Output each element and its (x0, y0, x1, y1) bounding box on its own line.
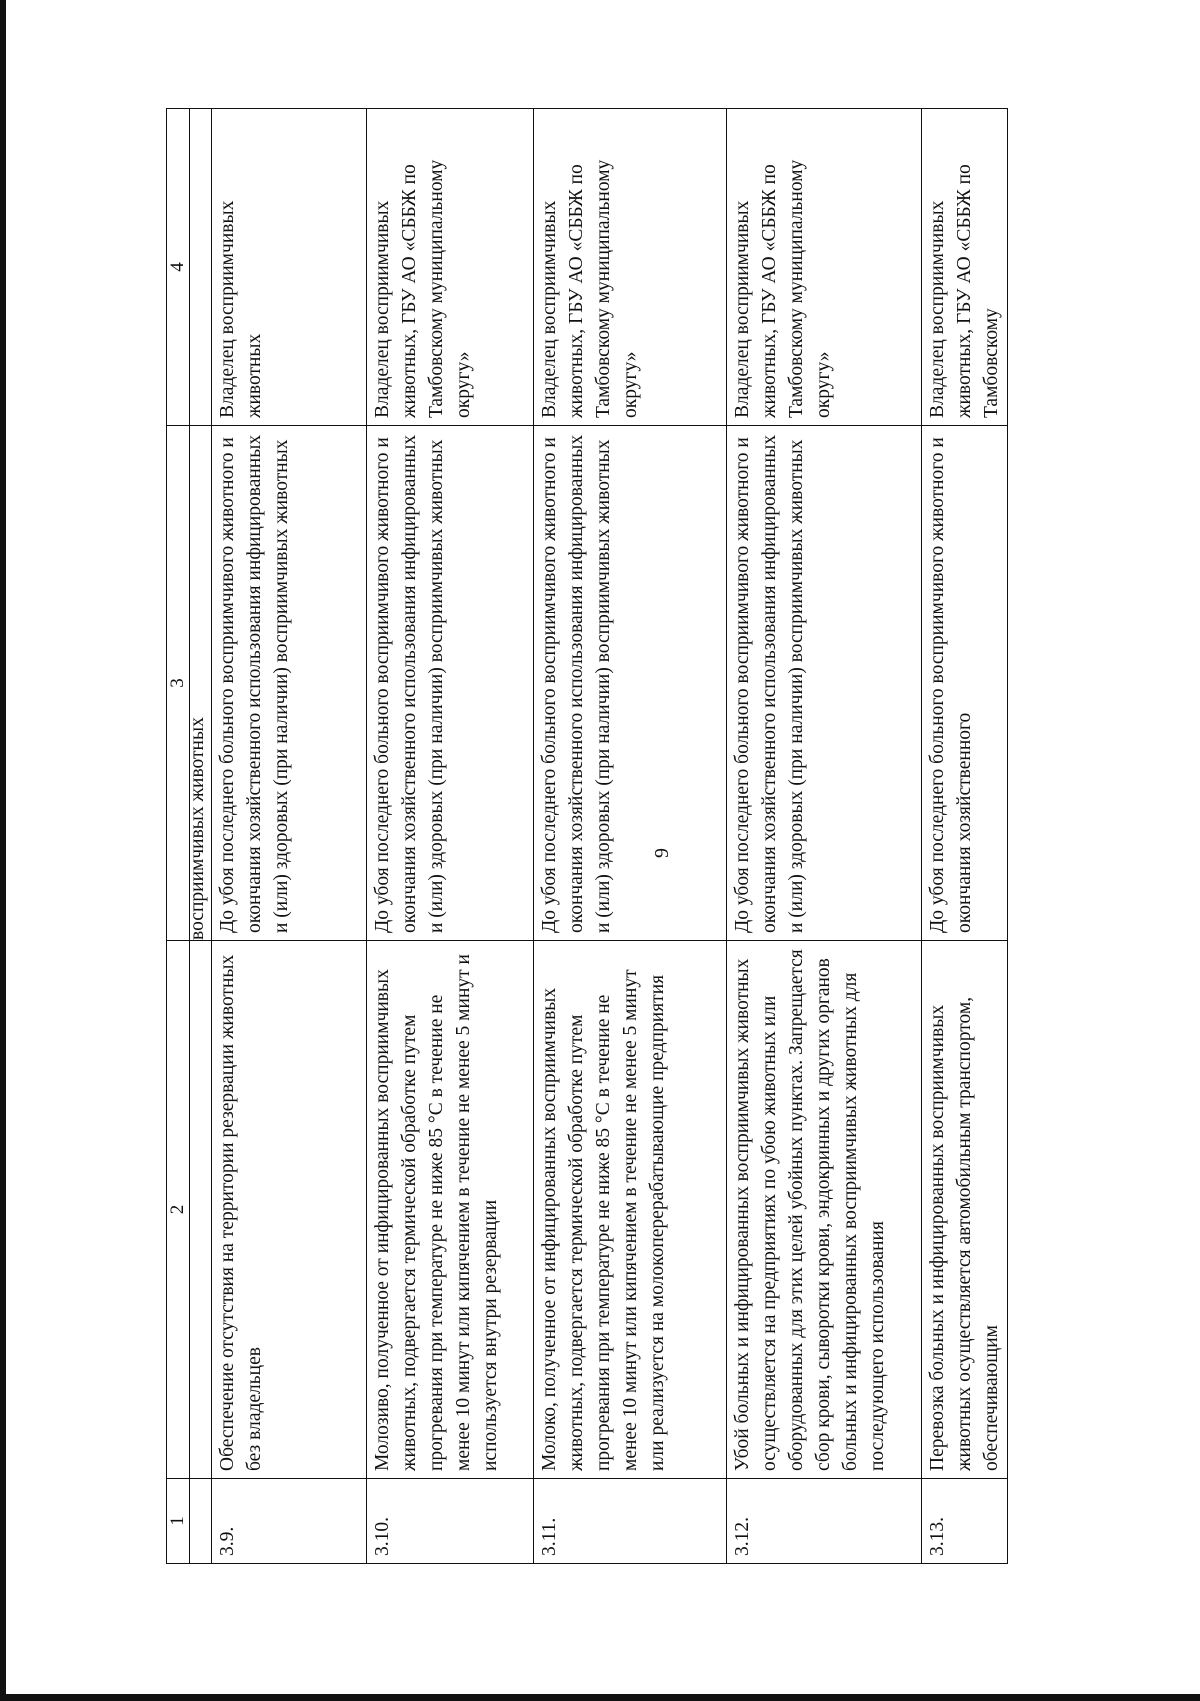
measure-cell: Молоко, полученное от инфицированных восприимчивых животных, подвергается термической обработке путем прогревания при температуре не ниже 85 °C в течение не менее 10 минут или кипячением в течение не менее 5 минут или реализуется на молокоперерабатывающие предприятия (534, 941, 727, 1479)
table-row (922, 109, 1008, 1564)
row-number: 3.13. (922, 1479, 1008, 1564)
row-number: 3.11. (534, 1479, 727, 1564)
column-header: 4 (167, 109, 190, 426)
page-number: 9 (651, 848, 673, 858)
carryover-text: восприимчивых животных (190, 426, 212, 941)
responsible-cell: Владелец восприимчивых животных, ГБУ АО «СББЖ по Тамбовскому (922, 109, 1008, 426)
column-header: 1 (167, 1479, 190, 1564)
period-cell: До убоя последнего больного восприимчивого животного и окончания хозяйственного использования инфицированных и (или) здоровых (при наличии) восприимчивых животных (534, 426, 727, 941)
scan-edge-bottom (0, 1694, 1200, 1701)
period-cell: До убоя последнего больного восприимчивого животного и окончания хозяйственного использования инфицированных и (или) здоровых (при наличии) восприимчивых животных (367, 426, 534, 941)
responsible-cell: Владелец восприимчивых животных, ГБУ АО «СББЖ по Тамбовскому муниципальному округу» (727, 109, 922, 426)
row-number: 3.9. (212, 1479, 367, 1564)
measure-cell: Молозиво, полученное от инфицированных восприимчивых животных, подвергается термической обработке путем прогревания при температуре не ниже 85 °C в течение не менее 10 минут или кипячением в течение не менее 5 минут и используется внутри резервации (367, 941, 534, 1479)
table-row (367, 109, 534, 1564)
column-header: 3 (167, 426, 190, 941)
carryover-row (190, 109, 212, 1564)
row-number: 3.10. (367, 1479, 534, 1564)
period-cell: До убоя последнего больного восприимчивого животного и окончания хозяйственного использования инфицированных и (или) здоровых (при наличии) восприимчивых животных (212, 426, 367, 941)
table-row (212, 109, 367, 1564)
rotated-table-container (166, 109, 1032, 1564)
responsible-cell: Владелец восприимчивых животных, ГБУ АО «СББЖ по Тамбовскому муниципальному округу» (534, 109, 727, 426)
measure-cell: Убой больных и инфицированных восприимчивых животных осуществляется на предприятиях по убою животных или оборудованных для этих целей убойных пунктах. Запрещается сбор крови, сыворотки крови, эндокринных и других органов больных и инфицированных восприимчивых животных для последующего использования (727, 941, 922, 1479)
measure-cell: Перевозка больных и инфицированных восприимчивых животных осуществляется автомобильным транспортом, обеспечивающим (922, 941, 1008, 1479)
period-cell: До убоя последнего больного восприимчивого животного и окончания хозяйственного использования инфицированных и (или) здоровых (при наличии) восприимчивых животных (727, 426, 922, 941)
measure-cell: Обеспечение отсутствия на территории резервации животных без владельцев (212, 941, 367, 1479)
responsible-cell: Владелец восприимчивых животных, ГБУ АО «СББЖ по Тамбовскому муниципальному округу» (367, 109, 534, 426)
responsible-cell: Владелец восприимчивых животных (212, 109, 367, 426)
row-number: 3.12. (727, 1479, 922, 1564)
table-row (534, 109, 727, 1564)
table-row (727, 109, 922, 1564)
scan-edge-left (0, 0, 6, 1701)
column-header: 2 (167, 941, 190, 1479)
measures-table (166, 108, 1008, 1564)
period-cell: До убоя последнего больного восприимчивого животного и окончания хозяйственного (922, 426, 1008, 941)
